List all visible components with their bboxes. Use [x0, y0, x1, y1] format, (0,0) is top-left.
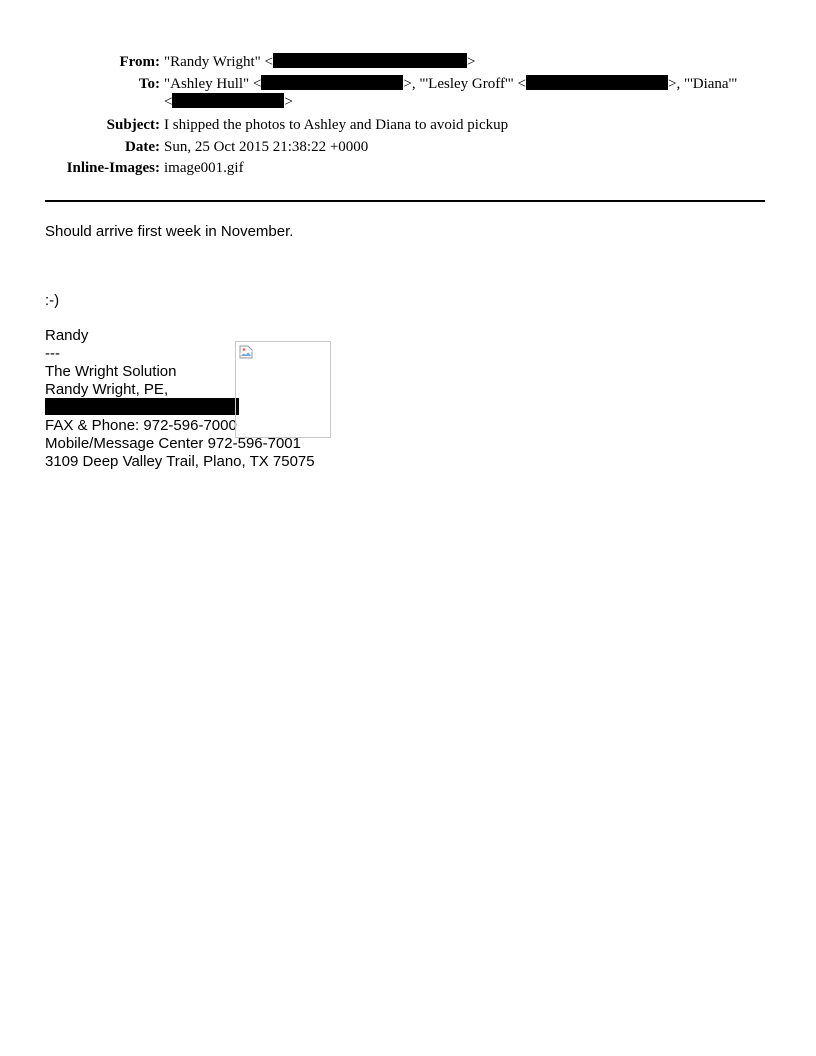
- signature-fax-phone: FAX & Phone: 972-596-7000: [45, 417, 237, 434]
- to-part3: >, "'Diana'": [667, 76, 738, 92]
- to-part2: >, "'Lesley Groff'" <: [403, 76, 526, 92]
- to-part1: "Ashley Hull" <: [164, 76, 262, 92]
- signature-name: Randy Wright, PE,: [45, 381, 169, 398]
- from-close: >: [466, 54, 476, 70]
- body-smiley: :-): [45, 292, 60, 309]
- inline-images-label: Inline-Images:: [66, 160, 160, 176]
- to-value: [164, 74, 737, 94]
- from-name: "Randy Wright" <: [164, 54, 273, 70]
- to-label: To:: [138, 76, 160, 92]
- inline-image-placeholder: [235, 341, 331, 438]
- signature-company: The Wright Solution: [45, 363, 177, 380]
- redacted-email: [526, 75, 668, 90]
- redacted-email: [172, 93, 284, 108]
- subject-label: Subject:: [106, 117, 160, 133]
- redacted-signature-email: [45, 398, 239, 415]
- signature-address: 3109 Deep Valley Trail, Plano, TX 75075: [45, 453, 315, 470]
- to-part4-close: >: [284, 94, 293, 110]
- to-value-continued: [164, 92, 293, 112]
- body-line: Should arrive first week in November.: [45, 223, 294, 240]
- header-divider: [45, 200, 765, 202]
- signature-separator: ---: [45, 345, 60, 362]
- inline-images-value[interactable]: image001.gif: [164, 160, 244, 176]
- redacted-email: [273, 53, 467, 68]
- broken-image-icon: [239, 345, 253, 359]
- from-value: [164, 52, 475, 72]
- from-label: From:: [119, 54, 160, 70]
- signature-mobile: Mobile/Message Center 972-596-7001: [45, 435, 301, 452]
- body-signoff: Randy: [45, 327, 89, 344]
- subject-value: I shipped the photos to Ashley and Diana to avoid pickup: [164, 117, 509, 133]
- to-part4-open: <: [164, 94, 173, 110]
- date-label: Date:: [125, 139, 160, 155]
- date-value: Sun, 25 Oct 2015 21:38:22 +0000: [164, 139, 369, 155]
- redacted-email: [261, 75, 403, 90]
